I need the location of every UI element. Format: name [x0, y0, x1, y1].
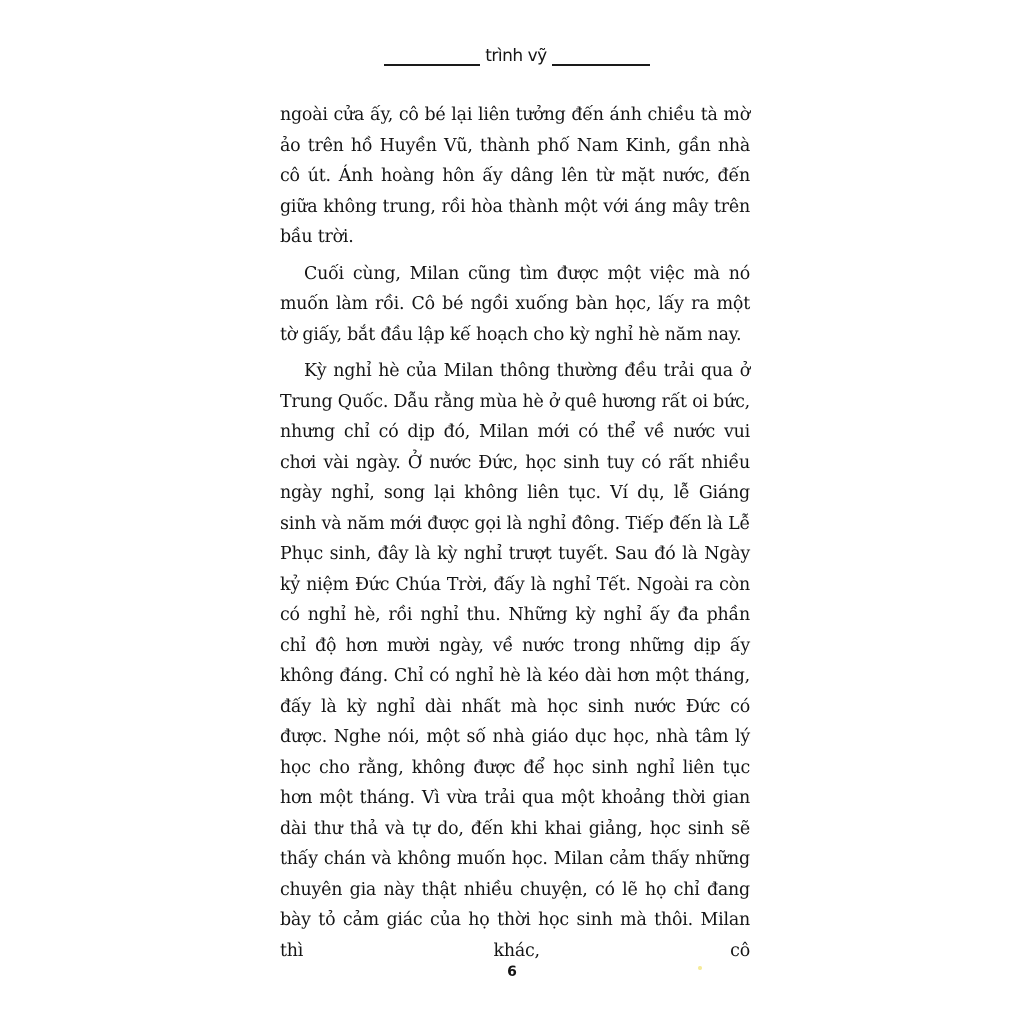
running-title: trình vỹ: [485, 46, 547, 66]
paragraph-2: Cuối cùng, Milan cũng tìm được một việc mà nó muốn làm rồi. Cô bé ngồi xuống bàn học, lấy ra một tờ giấy, bắt đầu lập kế hoạch cho kỳ nghỉ hè năm nay.: [280, 263, 750, 345]
paragraph-3: Kỳ nghỉ hè của Milan thông thường đều trải qua ở Trung Quốc. Dẫu rằng mùa hè ở quê hương rất oi bức, nhưng chỉ có dịp đó, Milan mới có thể về nước vui chơi vài ngày. Ở nước Đức, học sinh tuy có rất nhiều ngày nghỉ, song lại không liên tục. Ví dụ, lễ Giáng sinh và năm mới được gọi là nghỉ đông. Tiếp đến là Lễ Phục sinh, đây là kỳ nghỉ trượt tuyết. Sau đó là Ngày kỷ niệm Đức Chúa Trời, đấy là nghỉ Tết. Ngoài ra còn có nghỉ hè, rồi nghỉ thu. Những kỳ nghỉ ấy đa phần chỉ độ hơn mười ngày, về nước trong những dịp ấy không đáng. Chỉ có nghỉ hè là kéo dài hơn một tháng, đấy là kỳ nghỉ dài nhất mà học sinh nước Đức có được. Nghe nói, một số nhà giáo dục học, nhà tâm lý học cho rằng, không được để học sinh nghỉ liên tục hơn một tháng. Vì vừa trải qua một khoảng thời gian dài thư thả và tự do, đến khi khai giảng, học sinh sẽ thấy chán và không muốn học. Milan cảm thấy những chuyên gia này thật nhiều chuyện, có lẽ họ chỉ đang bày tỏ cảm giác của họ thời học sinh mà thôi. Milan thì khác, cô: [280, 361, 750, 961]
header-rule-right: [552, 64, 650, 66]
paper-speck: [698, 966, 702, 970]
header-rule-left: [384, 64, 480, 66]
running-header: [0, 46, 1024, 72]
page-number: 6: [507, 964, 517, 980]
body-text: [280, 100, 750, 972]
paragraph-1: ngoài cửa ấy, cô bé lại liên tưởng đến ánh chiều tà mờ ảo trên hồ Huyền Vũ, thành phố Nam Kinh, gần nhà cô út. Ánh hoàng hôn ấy dâng lên từ mặt nước, đến giữa không trung, rồi hòa thành một với áng mây trên bầu trời.: [280, 105, 750, 247]
